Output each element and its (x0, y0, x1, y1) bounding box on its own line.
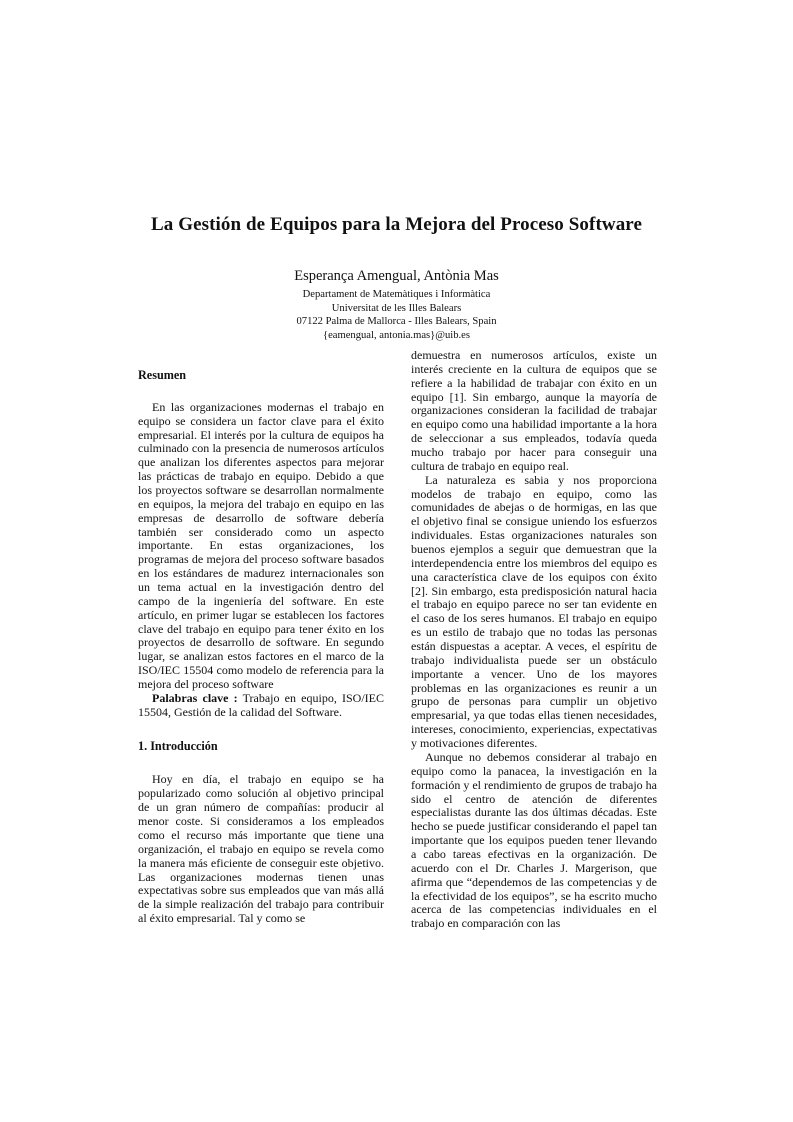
intro-paragraph-1-continued: demuestra en numerosos artículos, existe un interés creciente en la cultura de equipos que se refiere a la habilidad de trabajar con éxito en un equipo [1]. Sin embargo, aunque la mayoría de organizaciones consideran la facilidad de trabajar en equipo como una habilidad importante a la hora de seleccionar a sus empleados, todavía queda mucho trabajo por hacer para conseguir una cultura de trabajo en equipo real. (411, 348, 657, 473)
affiliation-department: Departament de Matemàtiques i Informàtica (302, 289, 491, 300)
section-heading-introduction: 1. Introducción (138, 738, 218, 753)
right-column (411, 349, 657, 931)
keywords-label: Palabras clave : (152, 690, 238, 705)
intro-paragraph-1: Hoy en día, el trabajo en equipo se ha popularizado como solución al objetivo principal de un gran número de compañías: producir al menor coste. Si consideramos a los empleados como el recurso más importante que tiene una organización, el trabajo en equipo se revela como la manera más eficiente de conseguir este objetivo. Las organizaciones modernas tienen unas expectativas sobre sus empleados que van más allá de la simple realización del trabajo para contribuir al éxito empresarial. Tal y como se (138, 772, 384, 926)
paper-authors: Esperança Amengual, Antònia Mas (294, 268, 499, 284)
affiliation-address: 07122 Palma de Mallorca - Illes Balears, Spain (296, 316, 497, 328)
author-affiliation (0, 288, 793, 342)
abstract-heading: Resumen (138, 368, 187, 382)
keywords-list: Trabajo en equipo, ISO/IEC 15504, Gestión de la calidad del Software. (138, 690, 384, 719)
affiliation-university: Universitat de les Illes Balears (331, 302, 462, 314)
intro-paragraph-2: La naturaleza es sabia y nos proporciona modelos de trabajo en equipo, como las comunidades de abejas o de hormigas, en las que el objetivo final se consigue uniendo los esfuerzos individuales. Estas organizaciones naturales son buenos ejemplos a seguir que demuestran que la interdependencia entre los miembros del equipo es una característica clave de los equipos con éxito [2]. Sin embargo, esta predisposición natural hacia el trabajo en equipo parece no ser tan evidente en el caso de los seres humanos. El trabajo en equipo es un estilo de trabajo que no todas las personas están dispuestas a aceptar. A veces, el espíritu de trabajo individualista puede ser un obstáculo importante a vencer. Uno de los mayores problemas en las organizaciones es reunir a un grupo de personas para cumplir un objetivo empresarial, ya que todas ellas tienen necesidades, intereses, conocimiento, experiencias, expectativas y motivaciones diferentes. (411, 472, 657, 751)
intro-paragraph-3: Aunque no debemos considerar al trabajo en equipo como la panacea, la investigación en la formación y el rendimiento de grupos de trabajo ha sido el centro de atención de diferentes especialistas durante las dos últimas décadas. Este hecho se puede justificar considerando el papel tan importante que los equipos pueden tener llevando a cabo tareas efectivas en la organización. De acuerdo con el Dr. Charles J. Margerison, que afirma que “dependemos de las competencias y de la efectividad de los equipos”, se ha escrito mucho acerca de las competencias individuales en el trabajo en comparación con las (411, 749, 657, 931)
abstract-text: En las organizaciones modernas el trabajo en equipo se considera un factor clave para el éxito empresarial. El interés por la cultura de equipos ha culminado con la presencia de numerosos artículos que analizan los diferentes aspectos para mejorar las prácticas de trabajo en equipo. Debido a que los proyectos software se desarrollan normalmente en equipos, la mejora del trabajo en equipo en las empresas de desarrollo de software debería también ser considerado como un aspecto importante. En estas organizaciones, los programas de mejora del proceso software basados en los estándares de madurez internacionales son un tema actual en la investigación dentro del campo de la ingeniería del software. En este artículo, en primer lugar se establecen los factores clave del trabajo en equipo para tener éxito en los proyectos de desarrollo de software. En segundo lugar, se analizan estos factores en el marco de la ISO/IEC 15504 como modelo de referencia para la mejora del proceso software (138, 399, 384, 692)
left-column (138, 349, 384, 926)
paper-title: La Gestión de Equipos para la Mejora del Proceso Software (150, 214, 643, 235)
affiliation-email: {eamengual, antonia.mas}@uib.es (322, 329, 470, 341)
keywords (138, 692, 384, 720)
